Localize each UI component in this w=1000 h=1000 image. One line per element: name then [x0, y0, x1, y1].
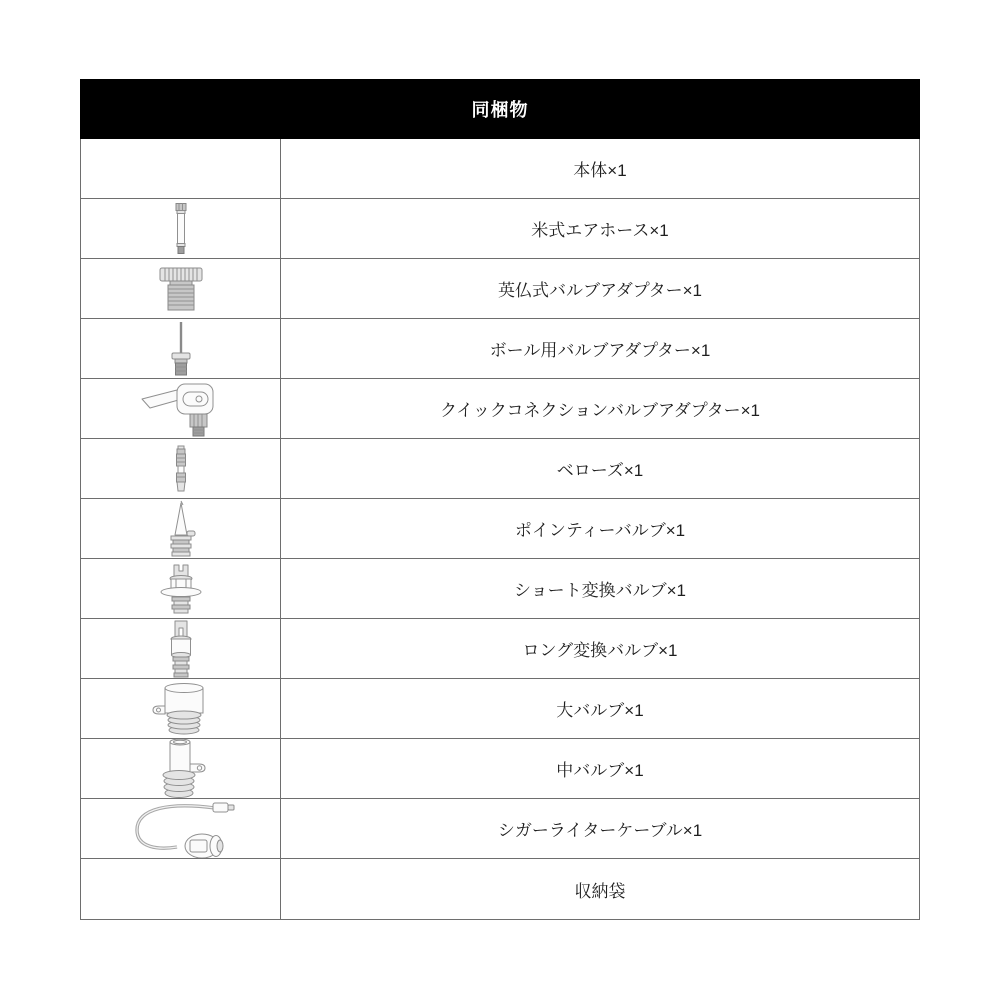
included-items-table	[80, 79, 920, 920]
table-header-title: 同梱物	[80, 79, 920, 139]
item-label: ロング変換バルブ×1	[522, 641, 678, 660]
item-label: 収納袋	[574, 881, 626, 901]
pointy-valve-image	[161, 500, 201, 558]
long-conversion-valve-image	[163, 619, 199, 678]
item-image-cell	[81, 499, 281, 558]
table-row	[81, 259, 919, 319]
bellows-image	[172, 445, 190, 493]
quick-connection-valve-image	[137, 380, 225, 438]
table-row	[81, 199, 919, 259]
item-label: シガーライターケーブル×1	[497, 821, 703, 840]
item-image-cell	[81, 259, 281, 318]
item-label: 本体×1	[573, 161, 627, 180]
cigar-lighter-cable-image	[125, 799, 237, 858]
table-row	[81, 379, 919, 439]
item-label: ショート変換バルブ×1	[513, 581, 687, 600]
table-body	[80, 139, 920, 920]
air-hose-image	[169, 202, 193, 256]
table-row	[81, 439, 919, 499]
item-image-cell	[81, 739, 281, 798]
item-image-cell	[81, 379, 281, 438]
item-label: 米式エアホース×1	[531, 221, 669, 240]
en-fr-valve-adapter-image	[157, 266, 205, 312]
medium-valve-image	[154, 739, 208, 798]
ball-valve-adapter-image	[169, 320, 193, 377]
item-label: ベローズ×1	[556, 461, 644, 480]
item-image-cell	[81, 559, 281, 618]
item-label: クイックコネクションバルブアダプター×1	[440, 401, 760, 420]
item-image-cell-empty	[81, 139, 281, 198]
table-row	[81, 679, 919, 739]
item-image-cell	[81, 799, 281, 858]
table-row	[81, 619, 919, 679]
item-image-cell	[81, 319, 281, 378]
item-label: 英仏式バルブアダプター×1	[497, 281, 702, 300]
item-label: 大バルブ×1	[556, 701, 644, 720]
short-conversion-valve-image	[157, 562, 205, 616]
table-row	[81, 859, 919, 919]
item-label: 中バルブ×1	[556, 761, 644, 780]
item-image-cell	[81, 619, 281, 678]
item-image-cell	[81, 199, 281, 258]
table-row	[81, 739, 919, 799]
table-row	[81, 139, 919, 199]
item-label: ポインティーバルブ×1	[514, 521, 686, 540]
table-row	[81, 499, 919, 559]
item-image-cell	[81, 439, 281, 498]
item-image-cell-empty	[81, 859, 281, 919]
large-valve-image	[151, 681, 211, 737]
table-row	[81, 799, 919, 859]
item-image-cell	[81, 679, 281, 738]
table-row	[81, 319, 919, 379]
item-label: ボール用バルブアダプター×1	[489, 341, 711, 360]
table-row	[81, 559, 919, 619]
